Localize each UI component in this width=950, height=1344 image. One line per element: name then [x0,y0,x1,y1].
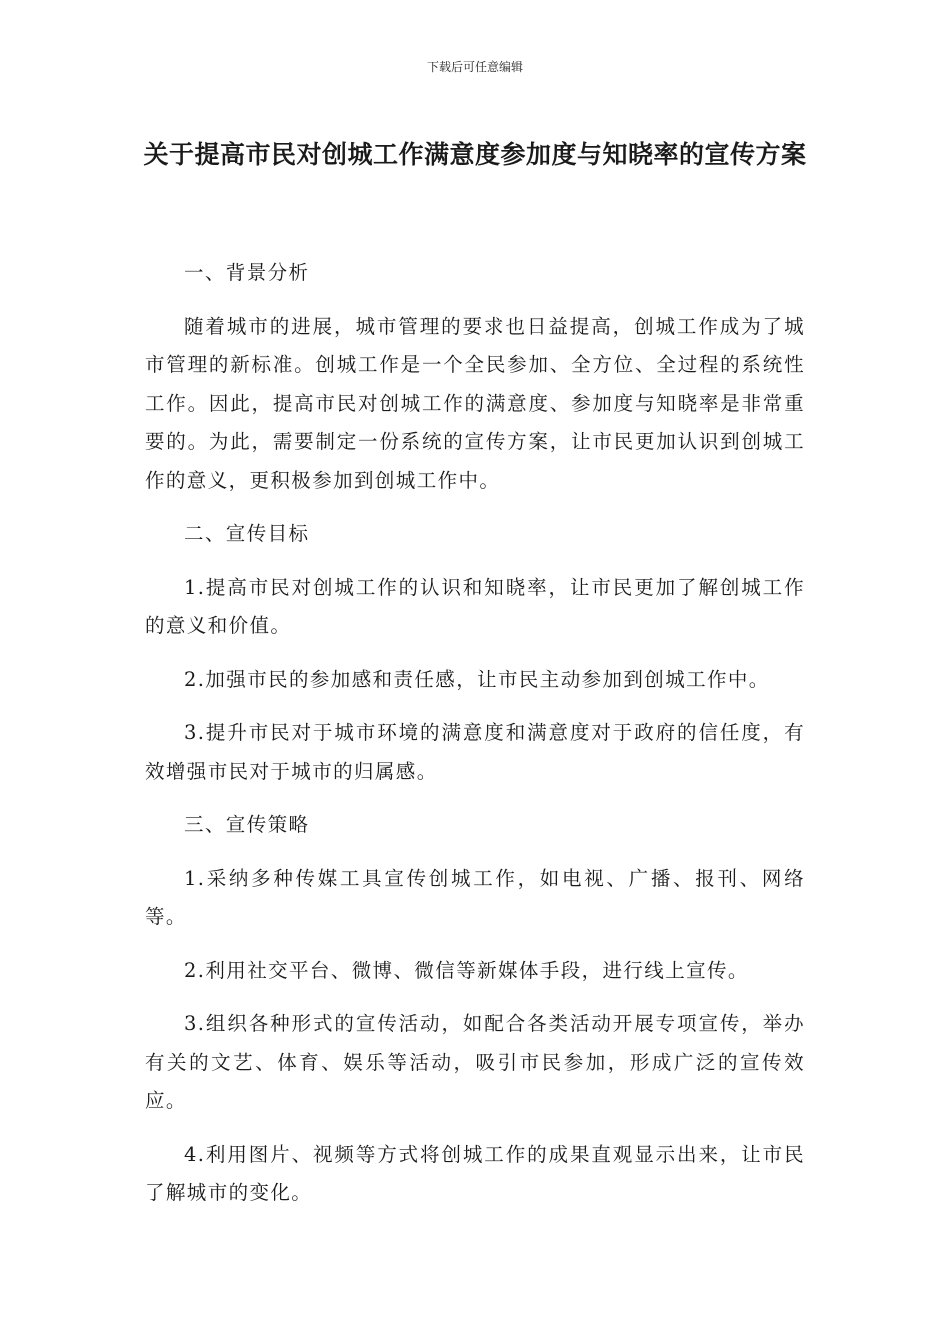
paragraph: 随着城市的进展，城市管理的要求也日益提高，创城工作成为了城市管理的新标准。创城工作是一个全民参加、全方位、全过程的系统性工作。因此，提高市民对创城工作的满意度、参加度与知晓率是非常重要的。为此，需要制定一份系统的宣传方案，让市民更加认识到创城工作的意义，更积极参加到创城工作中。 [145,314,805,492]
paragraph: 2.利用社交平台、微博、微信等新媒体手段，进行线上宣传。 [184,958,749,982]
section-heading: 二、宣传目标 [184,522,310,545]
section-heading: 一、背景分析 [184,261,310,284]
document-body [145,254,805,1228]
document-title: 关于提高市民对创城工作满意度参加度与知晓率的宣传方案 [143,140,807,169]
paragraph: 1.采纳多种传媒工具宣传创城工作，如电视、广播、报刊、网络等。 [145,866,805,928]
section-background [145,254,805,500]
section-heading: 三、宣传策略 [184,813,310,836]
section-goals [145,515,805,791]
paragraph: 1.提高市民对创城工作的认识和知晓率，让市民更加了解创城工作的意义和价值。 [145,575,805,637]
section-strategy [145,806,805,1213]
paragraph: 4.利用图片、视频等方式将创城工作的成果直观显示出来，让市民了解城市的变化。 [145,1142,805,1204]
paragraph: 3.组织各种形式的宣传活动，如配合各类活动开展专项宣传，举办有关的文艺、体育、娱乐等活动，吸引市民参加，形成广泛的宣传效应。 [145,1012,805,1112]
header-note: 下载后可任意编辑 [426,60,523,74]
paragraph: 3.提升市民对于城市环境的满意度和满意度对于政府的信任度，有效增强市民对于城市的归属感。 [145,721,805,783]
paragraph: 2.加强市民的参加感和责任感，让市民主动参加到创城工作中。 [184,667,770,691]
